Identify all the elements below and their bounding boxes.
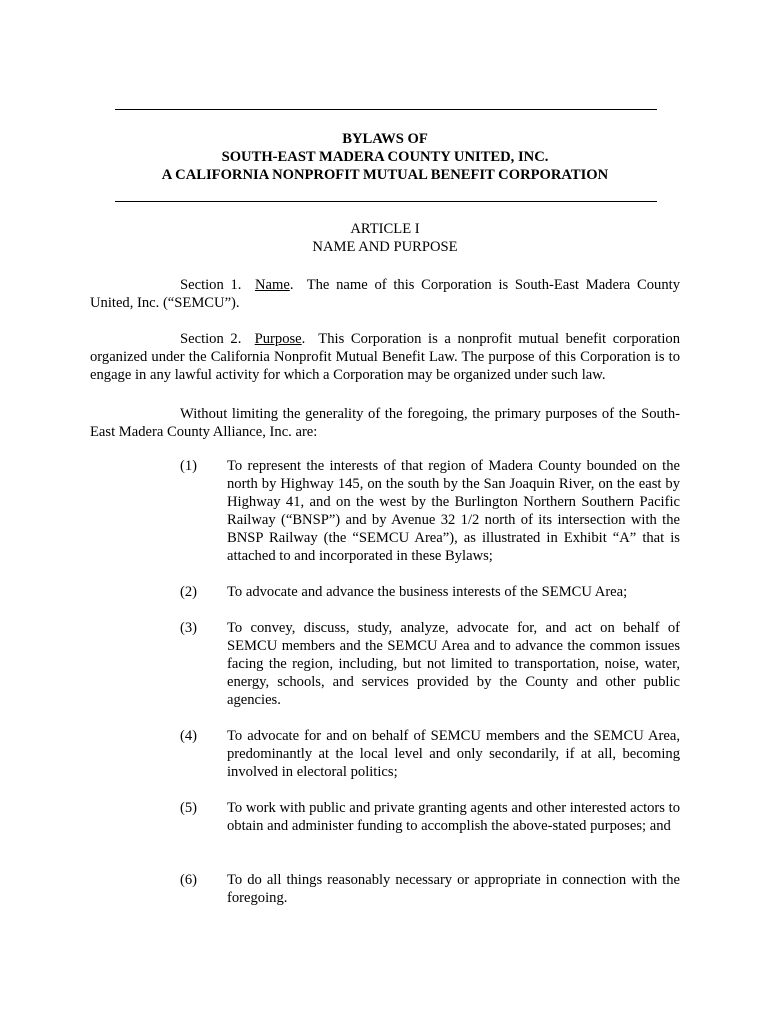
purpose-text: To work with public and private granting agents and other interested actors to obtain and administer funding to accomplish the above-stated purposes; and [227,800,680,834]
section-1-heading: Name [254,277,290,293]
bottom-rule [115,201,657,202]
top-rule [115,109,657,110]
purpose-number: (2) [180,584,198,600]
purpose-text: To advocate and advance the business interests of the SEMCU Area; [227,584,628,600]
article-number: ARTICLE I [350,221,420,237]
title-line-2: SOUTH-EAST MADERA COUNTY UNITED, INC. [221,149,549,165]
purpose-number: (3) [180,620,198,636]
article-heading [90,220,680,256]
title-line-1: BYLAWS OF [342,131,428,147]
purpose-text: To convey, discuss, study, analyze, advocate for, and act on behalf of SEMCU members and the SEMCU Area and to advance the common issues facing the region, including, but not limited to transportation, noise, water, energy, schools, and services provided by the County and other public agencies. [227,620,680,708]
section-2-paragraph: Section 2. Purpose. This Corporation is a nonprofit mutual benefit corporation organized under the California Nonprofit Mutual Benefit Law. The purpose of this Corporation is to engage in any lawful activity for which a Corporation may be organized under such law. [90,331,681,383]
purpose-number: (1) [180,458,198,474]
purpose-text: To do all things reasonably necessary or appropriate in connection with the foregoing. [227,872,680,906]
article-name: NAME AND PURPOSE [312,239,458,255]
purpose-text: To represent the interests of that region of Madera County bounded on the north by Highway 145, on the south by the San Joaquin River, on the east by Highway 41, and on the west by the Burlington Northern Southern Pacific Railway (“BNSP”) and by Avenue 32 1/2 north of its intersection with the BNSP Railway (the “SEMCU Area”), as illustrated in Exhibit “A” that is attached to and incorporated in these Bylaws; [227,458,680,564]
purpose-number: (6) [180,872,198,888]
purpose-number: (5) [180,800,198,816]
title-line-3: A CALIFORNIA NONPROFIT MUTUAL BENEFIT CORPORATION [161,167,609,183]
section-2-label: Section 2. [180,331,242,347]
purposes-intro: Without limiting the generality of the foregoing, the primary purposes of the South-East Madera County Alliance, Inc. are: [90,406,680,440]
purpose-text: To advocate for and on behalf of SEMCU members and the SEMCU Area, predominantly at the local level and only secondarily, if at all, becoming involved in electoral politics; [227,728,680,780]
section-2-heading: Purpose [254,331,302,347]
section-1-label: Section 1. [180,277,242,293]
section-2-text: This Corporation is a nonprofit mutual benefit corporation organized under the California Nonprofit Mutual Benefit Law. The purpose of this Corporation is to engage in any lawful activity for which a Corporation may be organized under such law. [90,331,681,383]
purpose-number: (4) [180,728,198,744]
section-1-text: The name of this Corporation is South-East Madera County United, Inc. (“SEMCU”). [90,277,680,311]
document-title [90,130,680,184]
section-1-paragraph: Section 1. Name. The name of this Corporation is South-East Madera County United, Inc. (“SEMCU”). [90,277,680,311]
